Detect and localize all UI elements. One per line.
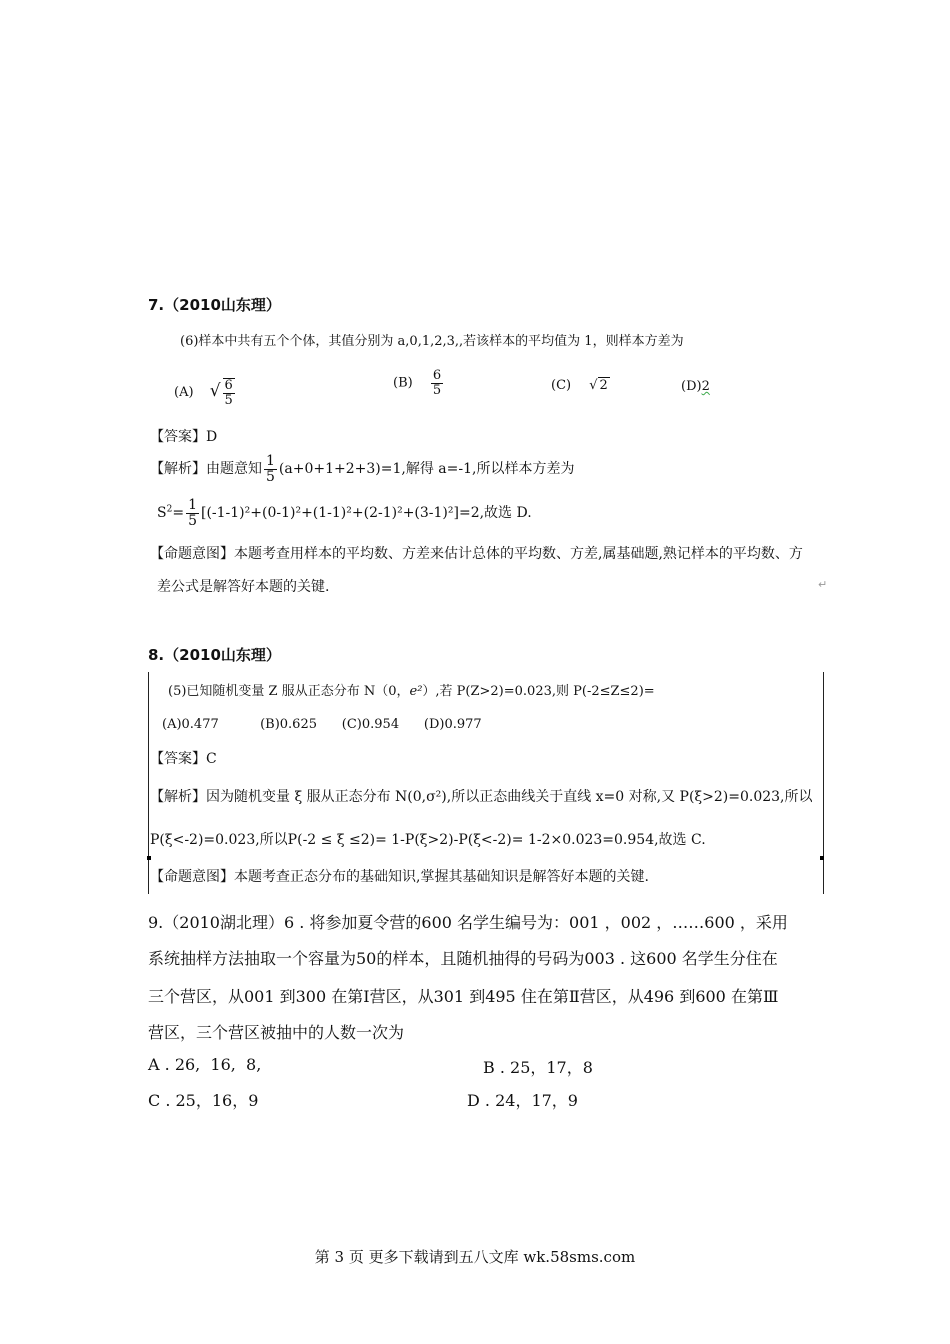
q7-analysis-pre: 由题意知 [206,461,262,478]
q7-option-a: (A) √ $\frac{6}{5}$ [174,378,233,408]
q7-option-d [681,379,710,394]
q8-prompt [168,680,655,699]
q7-option-b-num: 6 [432,368,442,383]
q8-answer: 【答案】C [150,751,217,767]
q9-line2: 系统抽样方法抽取一个容量为50的样本，且随机抽得的号码为003 . 这600 名学生分住在 [148,949,778,968]
q7-option-a-den: 5 [224,392,233,408]
q8-prompt-post: ）,若 P(Z>2)=0.023,则 P(-2≤Z≤2)= [422,684,655,699]
q7-prompt: (6)样本中共有五个个体，其值分别为 a,0,1,2,3,,若该样本的平均值为 1，则样本方差为 [180,334,684,349]
q7-formula-body: [(-1-1)²+(0-1)²+(1-1)²+(2-1)²+(3-1)²]=2,故选 D. [200,505,532,522]
q8-heading: 8.（2010山东理） [148,646,281,664]
q8-anchor-mark-left [147,856,151,860]
q9-line3: 三个营区，从001 到300 在第Ⅰ营区，从301 到495 住在第Ⅱ营区，从496 到600 在第Ⅲ [148,987,779,1006]
q7-option-c: (C) √ 2 [551,378,608,393]
q7-analysis-frac-num: 1 [266,453,275,469]
q8-right-border [823,672,824,894]
q7-formula-lhs: S [157,505,167,522]
q8-prompt-pre: (5)已知随机变量 Z 服从正态分布 N（0， [168,684,410,699]
q7-analysis [150,454,574,484]
q7-formula-frac-num: 1 [188,497,197,513]
q8-analysis-line1: 【解析】因为随机变量 ξ 服从正态分布 N(0,σ²),所以正态曲线关于直线 x=0 对称,又 P(ξ>2)=0.023,所以 [150,789,813,805]
q7-analysis-label: 【解析】 [150,461,206,478]
q7-option-a-label: (A) [174,385,194,401]
q9-option-a: A . 26, 16, 8, [148,1055,262,1074]
q7-option-b-den: 5 [432,382,442,398]
q8-intent: 【命题意图】本题考查正态分布的基础知识,掌握其基础知识是解答好本题的关键. [150,869,649,885]
q8-anchor-mark-right [820,856,824,860]
q8-prompt-sigma: e² [409,684,423,699]
q7-option-a-num: 6 [224,378,233,393]
q7-formula [157,498,532,528]
q9-option-d: D . 24，17，9 [467,1091,578,1110]
q7-formula-frac-den: 5 [188,512,197,529]
q7-intent-line2: 差公式是解答好本题的关键. [157,579,330,595]
q7-formula-lhs-sup: 2 [166,504,173,515]
q7-option-c-value: 2 [599,378,608,393]
q7-analysis-post: (a+0+1+2+3)=1,解得 a=-1,所以样本方差为 [278,461,575,478]
q9-line1: 9.（2010湖北理）6 . 将参加夏令营的600 名学生编号为：001 ，002 ，……600 ，采用 [148,913,788,932]
q7-option-d-value: 2 [701,379,710,394]
q7-intent-line1: 【命题意图】本题考查用样本的平均数、方差来估计总体的平均数、方差,属基础题,熟记样本的平均数、方 [150,546,803,562]
q8-left-border [148,672,149,894]
q8-options: (A)0.477 (B)0.625 (C)0.954 (D)0.977 [162,717,482,732]
q9-option-b: B . 25，17，8 [483,1058,593,1077]
q7-option-c-label: (C) [551,378,572,393]
q7-option-d-label: (D) [681,379,702,394]
q7-option-b-label: (B) [393,375,413,391]
q7-option-b [393,369,445,397]
q7-heading: 7.（2010山东理） [148,296,281,314]
q7-analysis-frac-den: 5 [266,468,275,485]
q9-line4: 营区，三个营区被抽中的人数一次为 [148,1023,405,1042]
q7-formula-eq: = [172,505,185,522]
q9-option-c: C . 25，16，9 [148,1091,259,1110]
q7-answer: 【答案】D [150,429,218,445]
paragraph-return-mark: ↵ [818,578,828,591]
page-footer: 第 3 页 更多下载请到五八文库 wk.58sms.com [314,1248,636,1266]
q8-analysis-line2: P(ξ<-2)=0.023,所以P(-2 ≤ ξ ≤2)= 1-P(ξ>2)-P(ξ<-2)= 1-2×0.023=0.954,故选 C. [150,832,706,848]
